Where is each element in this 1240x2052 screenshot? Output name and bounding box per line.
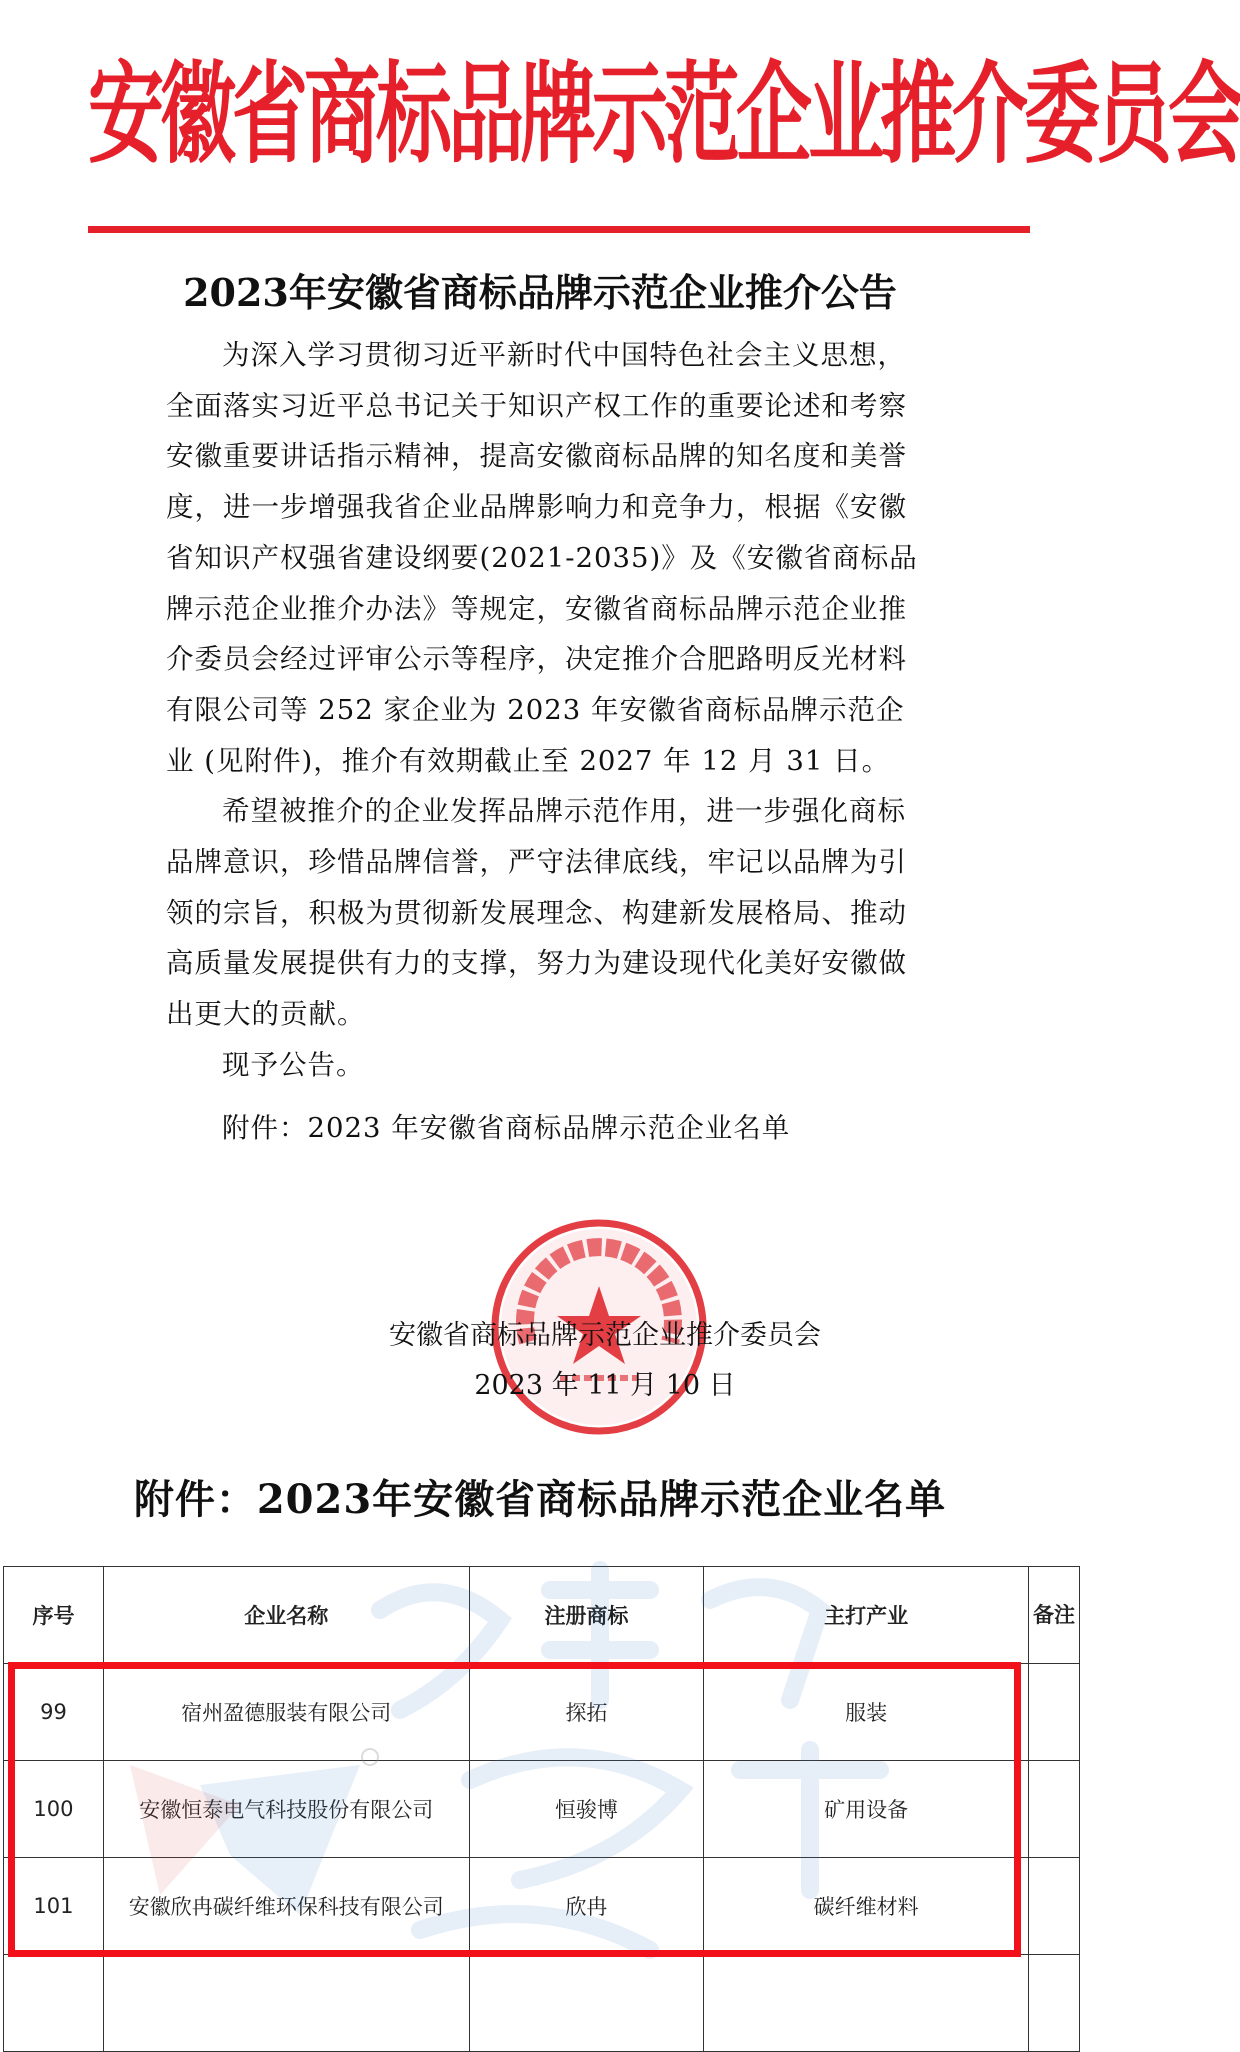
- row-trademark: 探拓: [469, 1664, 704, 1761]
- column-header-no: 序号: [4, 1567, 104, 1664]
- row-industry: 矿用设备: [704, 1761, 1029, 1858]
- notice-closing: 现予公告。: [222, 1048, 365, 1081]
- table-row: [4, 1955, 1080, 2052]
- notice-title: 2023年安徽省商标品牌示范企业推介公告: [183, 270, 897, 315]
- table-header-row: [4, 1567, 1080, 1664]
- attachment-title: 附件：2023年安徽省商标品牌示范企业名单: [133, 1476, 947, 1523]
- row-trademark: 欣冉: [469, 1858, 704, 1955]
- row-industry: 服装: [704, 1664, 1029, 1761]
- table-row: [4, 1664, 1080, 1761]
- row-note: [1029, 1761, 1080, 1858]
- row-note: [1029, 1664, 1080, 1761]
- row-company: 安徽欣冉碳纤维环保科技有限公司: [103, 1858, 469, 1955]
- notice-attachment-line: 附件：2023 年安徽省商标品牌示范企业名单: [222, 1111, 791, 1144]
- letterhead-org-name: 安徽省商标品牌示范企业推介委员会: [88, 49, 1240, 179]
- column-header-note: 备注: [1029, 1567, 1080, 1664]
- table-row: [4, 1858, 1080, 1955]
- letterhead-divider: [88, 226, 1030, 233]
- row-no: 99: [4, 1664, 104, 1761]
- column-header-trademark: 注册商标: [469, 1567, 704, 1664]
- row-note: [1029, 1858, 1080, 1955]
- issue-date: 2023 年 11 月 10 日: [474, 1370, 736, 1401]
- row-trademark: 恒骏博: [469, 1761, 704, 1858]
- notice-paragraph-1: 为深入学习贯彻习近平新时代中国特色社会主义思想，全面落实习近平总书记关于知识产权工作的重要论述和考察安徽重要讲话指示精神，提高安徽商标品牌的知名度和美誉度，进一步增强我省企业品牌影响力和竞争力，根据《安徽省知识产权强省建设纲要(2021-2035)》及《安徽省商标品牌示范企业推介办法》等规定，安徽省商标品牌示范企业推介委员会经过评审公示等程序，决定推介合肥路明反光材料有限公司等 252 家企业为 2023 年安徽省商标品牌示范企业 (见附件)，推介有效期截止至 2027 年 12 月 31 日。: [166, 339, 918, 777]
- row-no: 100: [4, 1761, 104, 1858]
- issuer-name: 安徽省商标品牌示范企业推介委员会: [389, 1320, 821, 1351]
- row-industry: 碳纤维材料: [704, 1858, 1029, 1955]
- row-company: 宿州盈德服装有限公司: [103, 1664, 469, 1761]
- notice-paragraph-2: 希望被推介的企业发挥品牌示范作用，进一步强化商标品牌意识，珍惜品牌信誉，严守法律底线，牢记以品牌为引领的宗旨，积极为贯彻新发展理念、构建新发展格局、推动高质量发展提供有力的支撑，努力为建设现代化美好安徽做出更大的贡献。: [166, 795, 907, 1031]
- column-header-industry: 主打产业: [704, 1567, 1029, 1664]
- row-company: 安徽恒泰电气科技股份有限公司: [103, 1761, 469, 1858]
- table-row: [4, 1761, 1080, 1858]
- row-no: 101: [4, 1858, 104, 1955]
- column-header-company: 企业名称: [103, 1567, 469, 1664]
- notice-body: [166, 330, 918, 1153]
- enterprise-list-table: [3, 1566, 1080, 2052]
